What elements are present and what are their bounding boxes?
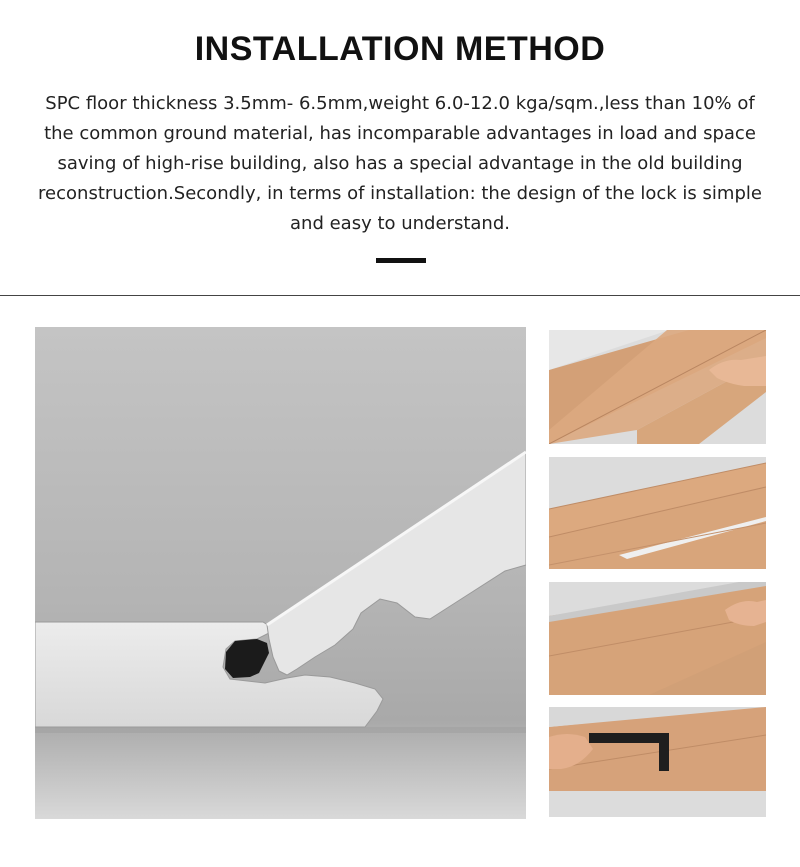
step-2-image [549, 457, 766, 569]
step-4-image [549, 707, 766, 817]
description-text: SPC floor thickness 3.5mm- 6.5mm,weight 6.0-12.0 kga/sqm.,less than 10% of the common ground material, has incomparable advantages in load and space saving of high-rise building, also has a special advantage in the old building reconstruction.Secondly, in terms of installation: the design of the lock is simple and easy to understand. [38, 93, 762, 234]
step-1-image [549, 330, 766, 444]
title-underline-dash [376, 258, 426, 263]
lock-cross-section-image [35, 327, 526, 819]
page-title: INSTALLATION METHOD [194, 30, 606, 68]
section-divider [0, 295, 800, 296]
step-3-image [549, 582, 766, 695]
